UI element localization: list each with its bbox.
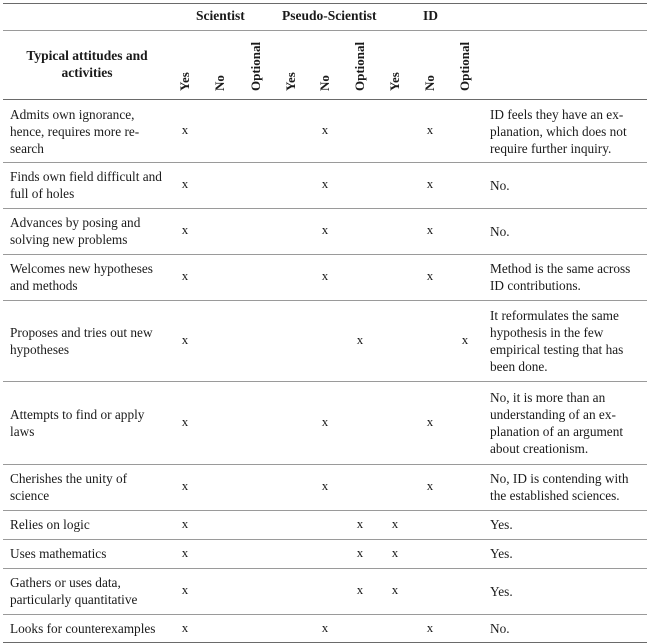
row-11-mark-pseudo-no: x	[321, 619, 329, 635]
subheader-id-yes: Yes	[387, 72, 402, 91]
subheader-id-no: No	[422, 75, 437, 91]
row-9-mark-scientist-yes: x	[181, 544, 189, 560]
row-6-mark-pseudo-no: x	[321, 413, 329, 429]
row-4-comment: Method is the same across ID contributions.	[490, 261, 631, 293]
row-9-bottom-rule	[3, 568, 647, 569]
row-5-mark-id-optional: x	[461, 331, 469, 347]
row-2-criterion: Finds own field difficult and full of holes	[10, 169, 162, 201]
row-3-mark-scientist-yes: x	[181, 222, 189, 237]
row-7-bottom-rule	[3, 510, 647, 511]
row-11-comment: No.	[490, 621, 510, 636]
row-1-mark-scientist-yes: x	[181, 122, 189, 137]
row-7-mark-id-no: x	[426, 478, 434, 493]
row-10-mark-scientist-yes: x	[181, 582, 189, 597]
row-10-bottom-rule	[3, 614, 647, 615]
row-6-mark-scientist-yes: x	[181, 413, 189, 429]
group-id: ID	[423, 8, 439, 23]
row-3-criterion: Advances by posing and solving new problems	[10, 215, 141, 247]
row-8-comment: Yes.	[490, 517, 513, 532]
row-10-mark-pseudo-optional: x	[356, 582, 364, 597]
row-8-mark-id-yes: x	[391, 515, 399, 531]
rule-under-header	[3, 99, 647, 100]
row-1-bottom-rule	[3, 162, 647, 163]
row-11-bottom-rule	[3, 642, 647, 643]
row-3-bottom-rule	[3, 254, 647, 255]
row-10-mark-id-yes: x	[391, 582, 399, 597]
row-5-bottom-rule	[3, 381, 647, 382]
row-10-criterion: Gathers or uses data, particularly quantitative	[10, 575, 138, 607]
row-7-mark-scientist-yes: x	[181, 478, 189, 493]
row-2-mark-id-no: x	[426, 176, 434, 191]
row-4-criterion: Welcomes new hypotheses and methods	[10, 261, 153, 293]
row-3-comment: No.	[490, 223, 510, 239]
row-4-mark-id-no: x	[426, 268, 434, 283]
row-4-mark-pseudo-no: x	[321, 268, 329, 283]
subheader-pseudo-no: No	[317, 75, 332, 91]
row-6-criterion: Attempts to find or apply laws	[10, 406, 145, 439]
subheader-pseudo-yes: Yes	[283, 72, 298, 91]
rule-top	[3, 3, 647, 4]
row-11-criterion: Looks for counterexamples	[10, 621, 156, 636]
subheader-pseudo-optional: Optional	[352, 41, 367, 91]
subheader-scientist-no: No	[212, 75, 227, 91]
row-5-mark-pseudo-optional: x	[356, 331, 364, 347]
row-11-mark-id-no: x	[426, 619, 434, 635]
row-10-comment: Yes.	[490, 583, 513, 599]
row-3-mark-id-no: x	[426, 222, 434, 237]
row-8-mark-pseudo-optional: x	[356, 515, 364, 531]
row-1-mark-pseudo-no: x	[321, 122, 329, 137]
row-1-comment: ID feels they have an ex-planation, which does not require further inquiry.	[490, 106, 627, 156]
row-3-mark-pseudo-no: x	[321, 222, 329, 237]
row-9-criterion: Uses mathematics	[10, 546, 107, 561]
typical-attitudes-header: Typical attitudes and activities	[26, 48, 148, 80]
row-6-bottom-rule	[3, 464, 647, 465]
subheader-scientist-yes: Yes	[177, 72, 192, 91]
row-6-mark-id-no: x	[426, 413, 434, 429]
row-9-mark-pseudo-optional: x	[356, 544, 364, 560]
subheader-id-optional: Optional	[457, 41, 472, 91]
row-8-bottom-rule	[3, 539, 647, 540]
row-2-bottom-rule	[3, 208, 647, 209]
row-2-comment: No.	[490, 177, 510, 193]
group-pseudo-scientist: Pseudo-Scientist	[282, 8, 377, 23]
row-8-criterion: Relies on logic	[10, 517, 90, 532]
row-7-comment: No, ID is contending with the established sciences.	[490, 471, 629, 503]
row-2-mark-pseudo-no: x	[321, 176, 329, 191]
row-6-comment: No, it is more than an understanding of an ex-planation of an argument about creationism.	[490, 389, 624, 456]
row-2-mark-scientist-yes: x	[181, 176, 189, 191]
row-9-comment: Yes.	[490, 546, 513, 561]
row-4-mark-scientist-yes: x	[181, 268, 189, 283]
row-4-bottom-rule	[3, 300, 647, 301]
row-9-mark-id-yes: x	[391, 544, 399, 560]
row-7-criterion: Cherishes the unity of science	[10, 471, 128, 503]
row-8-mark-scientist-yes: x	[181, 515, 189, 531]
row-1-mark-id-no: x	[426, 122, 434, 137]
group-scientist: Scientist	[196, 8, 245, 23]
row-7-mark-pseudo-no: x	[321, 478, 329, 493]
row-11-mark-scientist-yes: x	[181, 619, 189, 635]
row-5-criterion: Proposes and tries out new hypotheses	[10, 324, 153, 357]
row-1-criterion: Admits own ignorance, hence, requires more re-search	[10, 106, 140, 156]
rule-under-groups	[3, 30, 647, 31]
row-5-comment: It reformulates the same hypothesis in the few empirical testing that has been done.	[490, 307, 624, 374]
subheader-scientist-optional: Optional	[248, 41, 263, 91]
row-5-mark-scientist-yes: x	[181, 331, 189, 347]
